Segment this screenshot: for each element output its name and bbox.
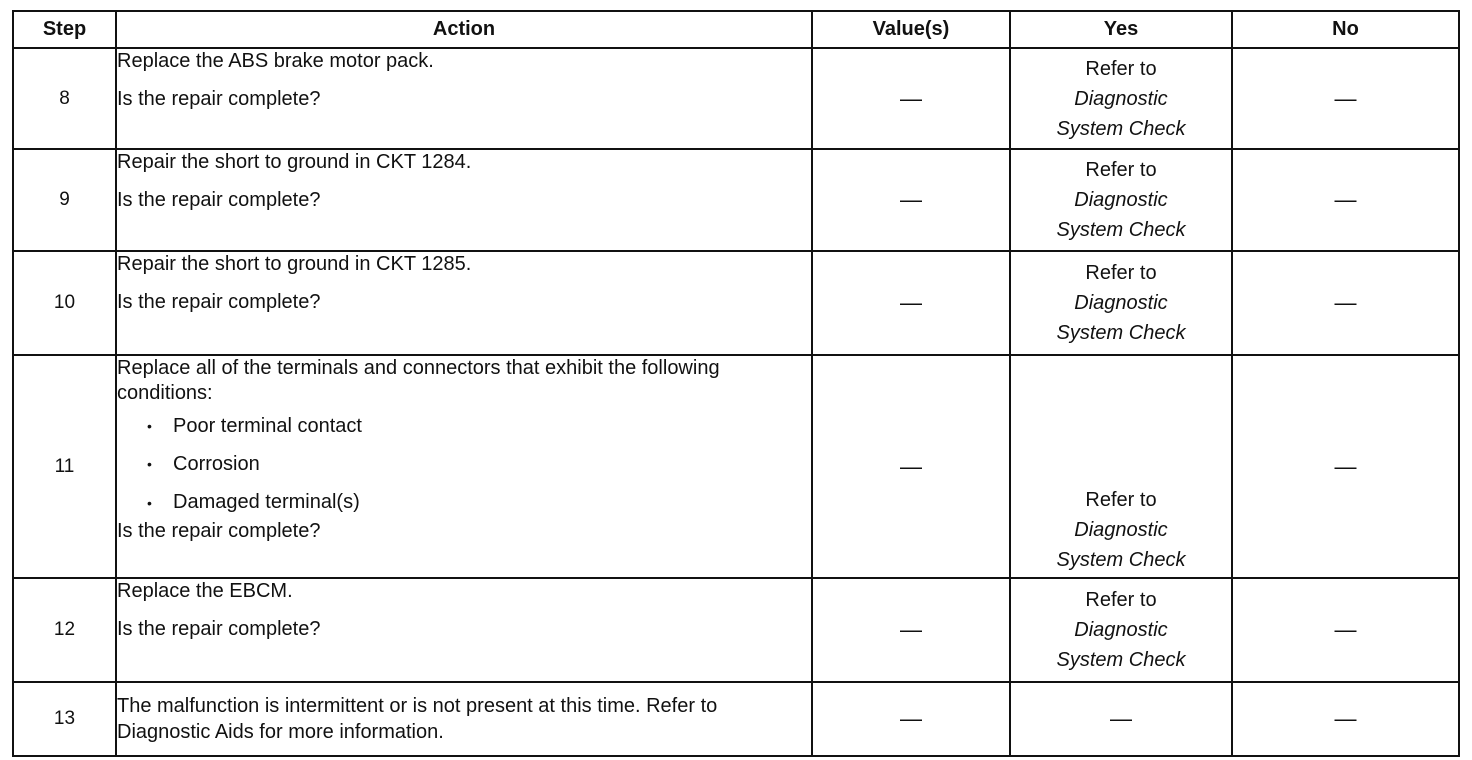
- diagnostic-link-line2: System Check: [1056, 219, 1186, 241]
- table-row: [13, 149, 1459, 251]
- action-text: Replace all of the terminals and connectors that exhibit the following conditions:: [117, 357, 720, 404]
- no-cell: —: [1232, 355, 1459, 578]
- action-cell: [116, 251, 812, 355]
- yes-cell: [1010, 48, 1232, 149]
- value-cell: —: [812, 149, 1010, 251]
- value-cell: —: [812, 682, 1010, 756]
- action-question: Is the repair complete?: [117, 519, 321, 542]
- yes-refer-text: Refer to: [1085, 489, 1157, 511]
- table-row: [13, 682, 1459, 756]
- diagnostic-link-line2: System Check: [1056, 549, 1186, 571]
- yes-refer-text: Refer to: [1085, 57, 1157, 80]
- diagnostic-link-line1: Diagnostic: [1074, 519, 1168, 541]
- conditions-list: [117, 414, 811, 516]
- action-question: Is the repair complete?: [117, 618, 321, 640]
- action-cell: [116, 48, 812, 149]
- step-number: 9: [13, 149, 116, 251]
- action-question: Is the repair complete?: [117, 189, 321, 211]
- value-cell: —: [812, 251, 1010, 355]
- diagnostic-link-line1: Diagnostic: [1074, 189, 1168, 211]
- header-no: No: [1232, 11, 1459, 48]
- action-cell: [116, 578, 812, 682]
- value-cell: —: [812, 48, 1010, 149]
- table-row: [13, 48, 1459, 149]
- yes-refer-text: Refer to: [1085, 159, 1157, 181]
- header-step: Step: [13, 11, 116, 48]
- header-action: Action: [116, 11, 812, 48]
- action-question: Is the repair complete?: [117, 88, 321, 110]
- table-row: [13, 355, 1459, 578]
- diagnostic-table: [12, 10, 1460, 757]
- step-number: 8: [13, 48, 116, 149]
- list-item: • Poor terminal contact: [147, 414, 811, 439]
- no-cell: —: [1232, 251, 1459, 355]
- step-number: 12: [13, 578, 116, 682]
- no-cell: —: [1232, 48, 1459, 149]
- list-item: • Corrosion: [147, 452, 811, 477]
- table-row: [13, 578, 1459, 682]
- no-cell: —: [1232, 682, 1459, 756]
- header-values: Value(s): [812, 11, 1010, 48]
- value-cell: —: [812, 355, 1010, 578]
- yes-cell: —: [1010, 682, 1232, 756]
- header-yes: Yes: [1010, 11, 1232, 48]
- action-cell: [116, 355, 812, 578]
- action-cell: [116, 149, 812, 251]
- diagnostic-link-line1: Diagnostic: [1074, 292, 1168, 314]
- yes-cell: [1010, 149, 1232, 251]
- action-text: The malfunction is intermittent or is not present at this time. Refer to Diagnostic Aids for more information.: [116, 682, 812, 756]
- action-text: Repair the short to ground in CKT 1285.: [117, 253, 472, 275]
- list-item: • Damaged terminal(s): [147, 490, 811, 515]
- step-number: 13: [13, 682, 116, 756]
- no-cell: —: [1232, 149, 1459, 251]
- yes-refer-text: Refer to: [1085, 589, 1157, 611]
- value-cell: —: [812, 578, 1010, 682]
- step-number: 10: [13, 251, 116, 355]
- table-header-row: [13, 11, 1459, 48]
- yes-cell: [1010, 578, 1232, 682]
- yes-refer-text: Refer to: [1085, 262, 1157, 284]
- yes-cell: [1010, 251, 1232, 355]
- diagnostic-link-line1: Diagnostic: [1074, 619, 1168, 641]
- no-cell: —: [1232, 578, 1459, 682]
- action-text: Repair the short to ground in CKT 1284.: [117, 151, 472, 173]
- step-number: 11: [13, 355, 116, 578]
- diagnostic-link-line1: Diagnostic: [1074, 87, 1168, 110]
- action-text: Replace the ABS brake motor pack.: [117, 50, 434, 72]
- table-row: [13, 251, 1459, 355]
- diagnostic-link-line2: System Check: [1056, 117, 1186, 140]
- action-question: Is the repair complete?: [117, 291, 321, 313]
- yes-cell: [1010, 355, 1232, 578]
- action-text: Replace the EBCM.: [117, 580, 293, 602]
- diagnostic-link-line2: System Check: [1056, 322, 1186, 344]
- diagnostic-link-line2: System Check: [1056, 649, 1186, 671]
